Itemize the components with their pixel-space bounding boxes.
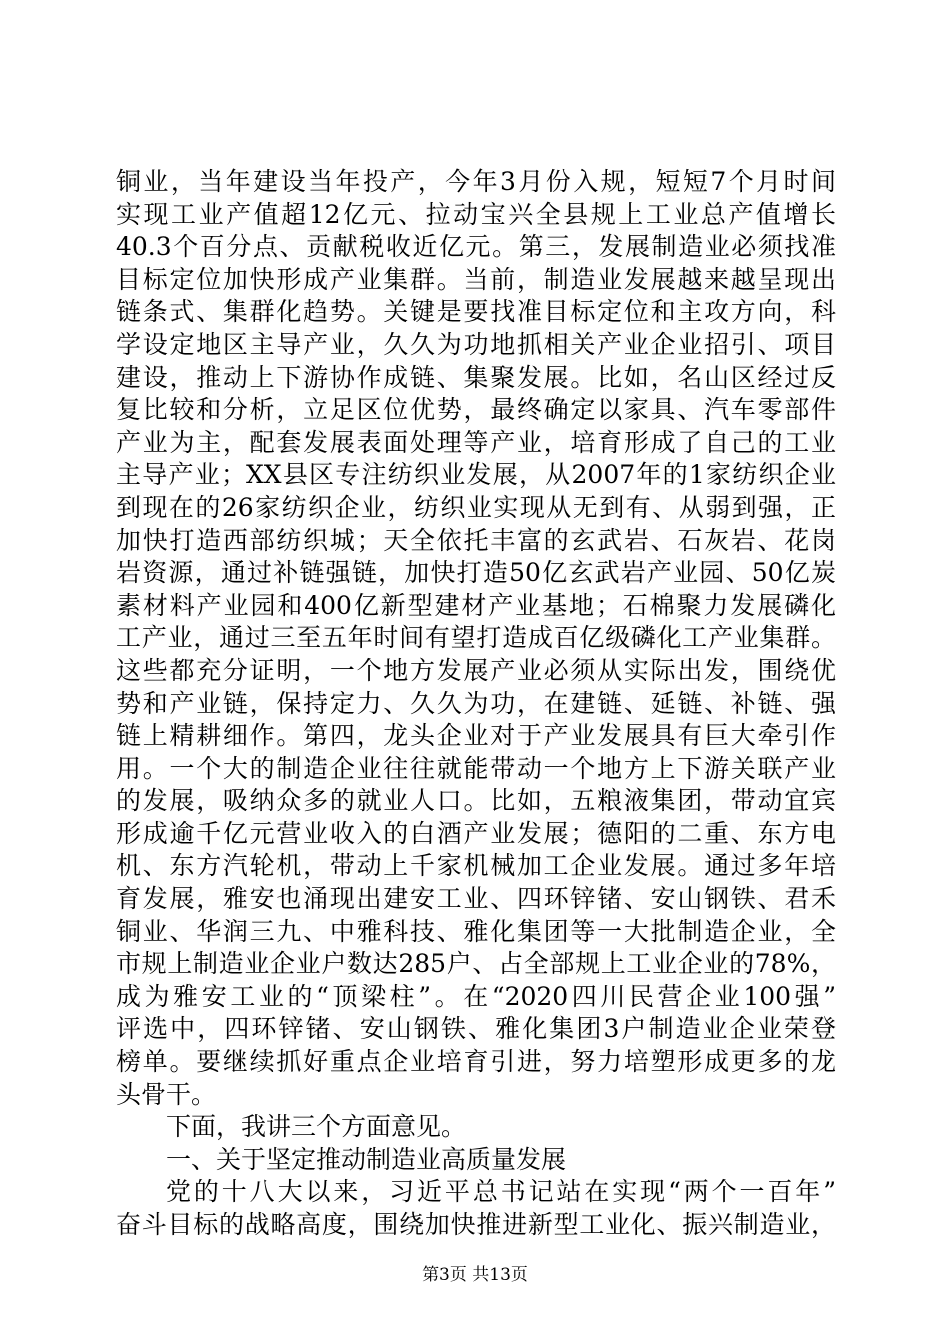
text-line: 育发展，雅安也涌现出建安工业、四环锌锗、安山钢铁、君禾: [116, 884, 836, 914]
text-line: 铜业、华润三九、中雅科技、雅化集团等一大批制造企业，全: [116, 916, 836, 946]
text-line: 这些都充分证明，一个地方发展产业必须从实际出发，围绕优: [116, 655, 836, 685]
text-line: 形成逾千亿元营业收入的白酒产业发展；德阳的二重、东方电: [116, 818, 836, 848]
text-line: 产业为主，配套发展表面处理等产业，培育形成了自己的工业: [116, 427, 836, 457]
text-line: 岩资源，通过补链强链，加快打造50亿玄武岩产业园、50亿炭: [116, 558, 836, 588]
text-line: 复比较和分析，立足区位优势，最终确定以家具、汽车零部件: [116, 395, 836, 425]
text-line: 链上精耕细作。第四，龙头企业对于产业发展具有巨大牵引作: [116, 721, 836, 751]
text-line: 实现工业产值超12亿元、拉动宝兴全县规上工业总产值增长: [116, 199, 836, 229]
text-line: 目标定位加快形成产业集群。当前，制造业发展越来越呈现出: [116, 264, 836, 294]
page-number-label: 第3页 共13页: [422, 1265, 528, 1285]
text-line: 评选中，四环锌锗、安山钢铁、雅化集团3户制造业企业荣登: [116, 1014, 836, 1044]
text-line: 用。一个大的制造企业往往就能带动一个地方上下游关联产业: [116, 753, 836, 783]
text-line: 加快打造西部纺织城；天全依托丰富的玄武岩、石灰岩、花岗: [116, 525, 836, 555]
page-footer: [0, 1263, 950, 1287]
text-line: 主导产业；XX县区专注纺织业发展，从2007年的1家纺织企业: [116, 460, 836, 490]
text-line: 素材料产业园和400亿新型建材产业基地；石棉聚力发展磷化: [116, 590, 836, 620]
text-line: 链条式、集群化趋势。关键是要找准目标定位和主攻方向，科: [116, 297, 836, 327]
document-body: [116, 166, 836, 1242]
text-line: 到现在的26家纺织企业，纺织业实现从无到有、从弱到强，正: [116, 492, 836, 522]
text-line: 工产业，通过三至五年时间有望打造成百亿级磷化工产业集群。: [116, 623, 836, 653]
text-line: 的发展，吸纳众多的就业人口。比如，五粮液集团，带动宜宾: [116, 786, 836, 816]
text-line: 建设，推动上下游协作成链、集聚发展。比如，名山区经过反: [116, 362, 836, 392]
text-line: 势和产业链，保持定力、久久为功，在建链、延链、补链、强: [116, 688, 836, 718]
section-heading: 一、关于坚定推动制造业高质量发展: [166, 1144, 567, 1174]
text-line: 榜单。要继续抓好重点企业培育引进，努力培塑形成更多的龙: [116, 1047, 836, 1077]
text-line: 40.3个百分点、贡献税收近亿元。第三，发展制造业必须找准: [116, 232, 836, 262]
text-line: 头骨干。: [116, 1079, 217, 1109]
text-line: 机、东方汽轮机，带动上千家机械加工企业发展。通过多年培: [116, 851, 836, 881]
text-line: 市规上制造业企业户数达285户、占全部规上工业企业的78%，: [116, 949, 836, 979]
text-line: 铜业，当年建设当年投产，今年3月份入规，短短7个月时间: [116, 167, 836, 196]
text-line: 下面，我讲三个方面意见。: [166, 1112, 467, 1142]
text-line: 学设定地区主导产业，久久为功地抓相关产业企业招引、项目: [116, 329, 836, 359]
text-line: 党的十八大以来，习近平总书记站在实现“两个一百年”: [166, 1177, 836, 1207]
text-line: 成为雅安工业的“顶梁柱”。在“2020四川民营企业100强”: [116, 981, 836, 1011]
text-line: 奋斗目标的战略高度，围绕加快推进新型工业化、振兴制造业，: [116, 1210, 836, 1239]
